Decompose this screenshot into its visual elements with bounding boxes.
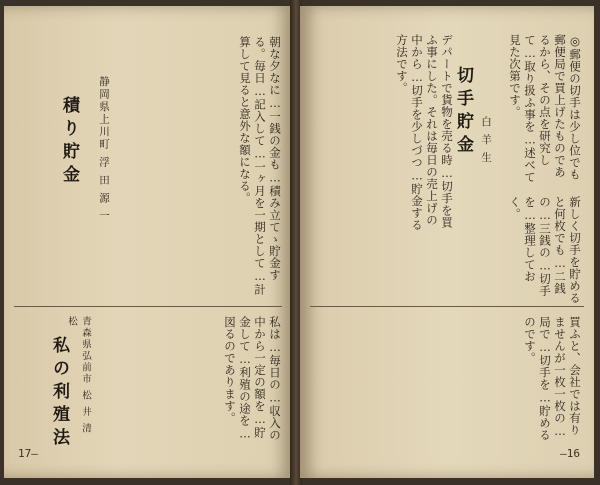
article-author: 白 羊 生 [480, 116, 492, 165]
left-page [4, 6, 292, 478]
article-byline-rishoku: 青森県弘前市 松 井 清 松 [66, 316, 91, 435]
right-page [300, 6, 594, 478]
right-body-middle: 新しく切手を貯めると何枚でも…二銭の…三銭の…切手を…整理しておく。 [508, 196, 582, 304]
right-body-upper: デパートで貨物を売る時…切手を買ふ事にした。それは毎日の売上げの中から…切手を少しづつ…貯金する方法です。 [395, 34, 454, 231]
article-title-kitte: 切手貯金 [453, 66, 473, 158]
article-title-tsumori: 積り貯金 [59, 96, 79, 188]
section-divider [14, 306, 282, 307]
page-number-left: 17— [18, 447, 38, 460]
left-body-bottom: 私は…毎日の…収入の中から一定の額を…貯金して…利殖の途を…図るのであります。 [223, 316, 282, 441]
article-title-rishoku: 私の利殖法 [49, 336, 69, 451]
article-byline-tsumori: 静岡県上川町 浮 田 源 一 [98, 76, 110, 223]
left-body-top: 朝な夕なに…一銭の金も…積み立てゝ貯金する。毎日…記入して…一ヶ月を一期として…計算して見ると意外な額になる。 [238, 36, 282, 296]
right-body-lower: 買ふと、会社では有りませんが一枚一枚の…局で…切手を…貯めるのです。 [523, 316, 582, 441]
right-intro: ◎郵便の切手は少し位でも郵便局で買上げたものであるから、その点を研究して…取り扱ふ事を…述べて見た次第です。 [508, 34, 582, 183]
page-number-right: —16 [560, 447, 580, 460]
right-divider [310, 306, 584, 307]
